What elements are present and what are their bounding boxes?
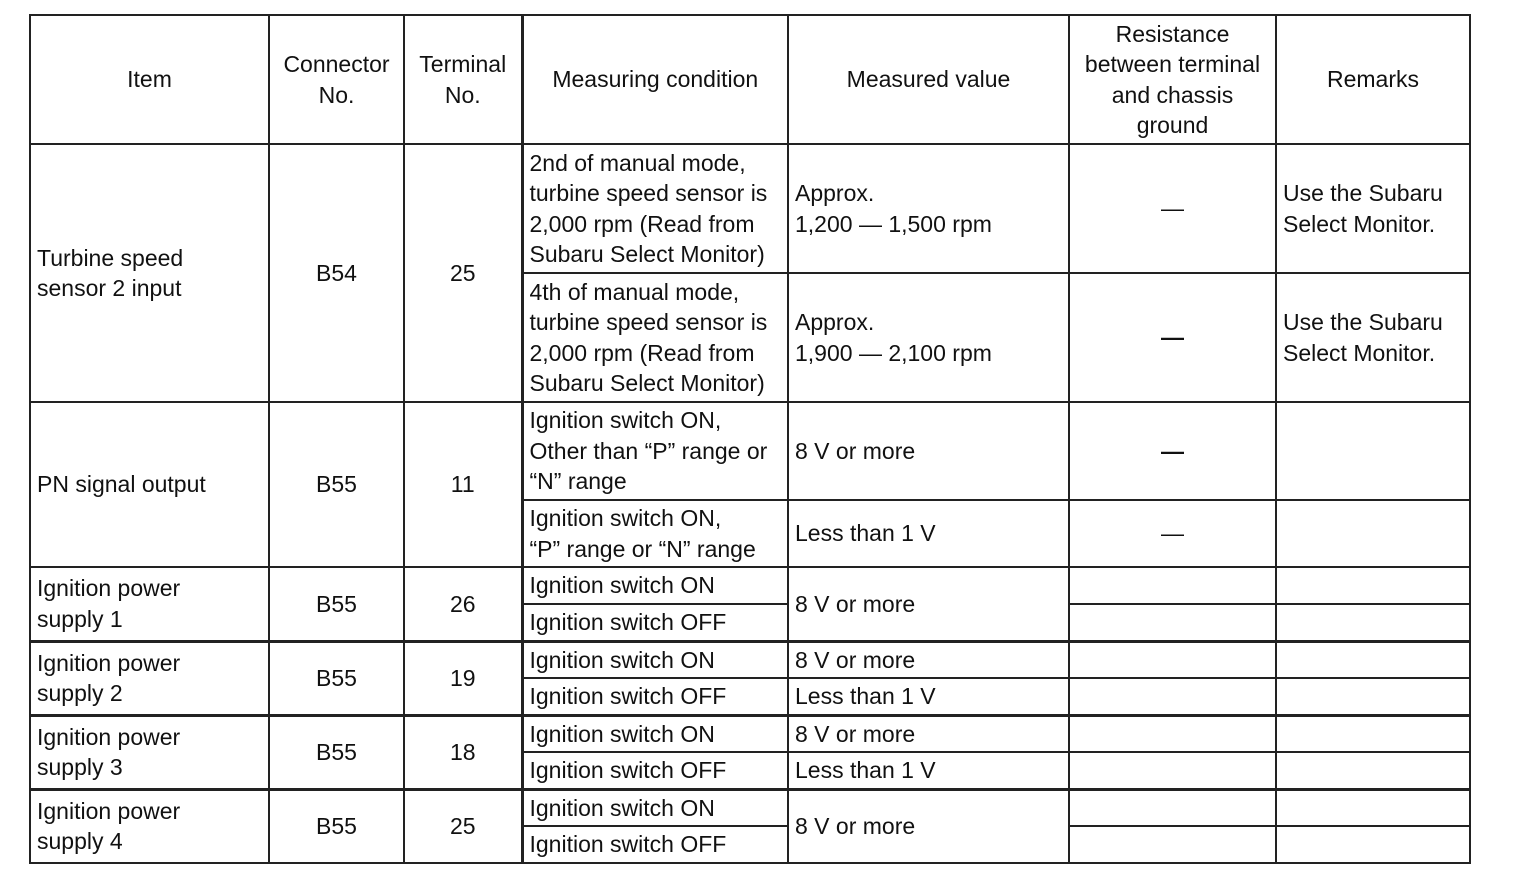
table-row bbox=[30, 789, 1470, 826]
resistance-cell bbox=[1069, 826, 1276, 863]
table-row bbox=[30, 144, 1470, 273]
remarks-cell bbox=[1276, 789, 1470, 826]
remarks-cell bbox=[1276, 678, 1470, 715]
terminal-cell: 26 bbox=[404, 567, 522, 641]
remarks-cell bbox=[1276, 641, 1470, 678]
terminal-cell: 19 bbox=[404, 641, 522, 715]
header-item: Item bbox=[30, 15, 269, 144]
value-cell: 8 V or more bbox=[788, 715, 1069, 752]
terminal-cell: 25 bbox=[404, 144, 522, 402]
value-cell: 8 V or more bbox=[788, 789, 1069, 863]
resistance-cell: — bbox=[1069, 500, 1276, 567]
condition-cell: Ignition switch ON, “P” range or “N” range bbox=[522, 500, 788, 567]
terminal-cell: 11 bbox=[404, 402, 522, 567]
header-terminal-no: Terminal No. bbox=[404, 15, 522, 144]
remarks-cell bbox=[1276, 752, 1470, 789]
header-measuring-condition: Measuring condition bbox=[522, 15, 788, 144]
resistance-cell bbox=[1069, 604, 1276, 641]
remarks-cell: Use the Subaru Select Monitor. bbox=[1276, 273, 1470, 402]
item-cell: Ignition power supply 2 bbox=[30, 641, 269, 715]
value-cell: 8 V or more bbox=[788, 567, 1069, 641]
condition-cell: Ignition switch ON bbox=[522, 789, 788, 826]
item-cell: PN signal output bbox=[30, 402, 269, 567]
header-resistance: Resistance between terminal and chassis ground bbox=[1069, 15, 1276, 144]
value-cell: 8 V or more bbox=[788, 402, 1069, 500]
value-cell: Less than 1 V bbox=[788, 500, 1069, 567]
condition-cell: 4th of manual mode, turbine speed sensor is 2,000 rpm (Read from Subaru Select Monitor) bbox=[522, 273, 788, 402]
connector-cell: B55 bbox=[269, 641, 404, 715]
resistance-cell: — bbox=[1069, 273, 1276, 402]
resistance-cell bbox=[1069, 789, 1276, 826]
remarks-cell bbox=[1276, 567, 1470, 604]
condition-cell: Ignition switch OFF bbox=[522, 604, 788, 641]
condition-cell: Ignition switch ON, Other than “P” range or “N” range bbox=[522, 402, 788, 500]
remarks-cell bbox=[1276, 604, 1470, 641]
connector-cell: B55 bbox=[269, 715, 404, 789]
condition-cell: Ignition switch OFF bbox=[522, 826, 788, 863]
resistance-cell: — bbox=[1069, 402, 1276, 500]
condition-cell: Ignition switch ON bbox=[522, 567, 788, 604]
specification-table bbox=[29, 14, 1471, 864]
header-remarks: Remarks bbox=[1276, 15, 1470, 144]
resistance-cell: — bbox=[1069, 144, 1276, 273]
terminal-cell: 25 bbox=[404, 789, 522, 863]
remarks-cell bbox=[1276, 500, 1470, 567]
connector-cell: B55 bbox=[269, 567, 404, 641]
connector-cell: B54 bbox=[269, 144, 404, 402]
table-row bbox=[30, 567, 1470, 604]
resistance-cell bbox=[1069, 567, 1276, 604]
remarks-cell bbox=[1276, 826, 1470, 863]
remarks-cell: Use the Subaru Select Monitor. bbox=[1276, 144, 1470, 273]
value-cell: Less than 1 V bbox=[788, 678, 1069, 715]
resistance-cell bbox=[1069, 678, 1276, 715]
resistance-cell bbox=[1069, 715, 1276, 752]
value-cell: Less than 1 V bbox=[788, 752, 1069, 789]
connector-cell: B55 bbox=[269, 789, 404, 863]
condition-cell: 2nd of manual mode, turbine speed sensor is 2,000 rpm (Read from Subaru Select Monitor) bbox=[522, 144, 788, 273]
item-cell: Ignition power supply 3 bbox=[30, 715, 269, 789]
table-row bbox=[30, 641, 1470, 678]
connector-cell: B55 bbox=[269, 402, 404, 567]
remarks-cell bbox=[1276, 715, 1470, 752]
value-cell: Approx. 1,900 — 2,100 rpm bbox=[788, 273, 1069, 402]
header-measured-value: Measured value bbox=[788, 15, 1069, 144]
table-row bbox=[30, 402, 1470, 500]
table-row bbox=[30, 715, 1470, 752]
item-cell: Ignition power supply 1 bbox=[30, 567, 269, 641]
condition-cell: Ignition switch ON bbox=[522, 641, 788, 678]
header-row bbox=[30, 15, 1470, 144]
condition-cell: Ignition switch OFF bbox=[522, 678, 788, 715]
value-cell: Approx. 1,200 — 1,500 rpm bbox=[788, 144, 1069, 273]
resistance-cell bbox=[1069, 641, 1276, 678]
item-cell: Ignition power supply 4 bbox=[30, 789, 269, 863]
remarks-cell bbox=[1276, 402, 1470, 500]
condition-cell: Ignition switch ON bbox=[522, 715, 788, 752]
header-connector-no: Connector No. bbox=[269, 15, 404, 144]
item-cell: Turbine speed sensor 2 input bbox=[30, 144, 269, 402]
terminal-cell: 18 bbox=[404, 715, 522, 789]
value-cell: 8 V or more bbox=[788, 641, 1069, 678]
condition-cell: Ignition switch OFF bbox=[522, 752, 788, 789]
resistance-cell bbox=[1069, 752, 1276, 789]
